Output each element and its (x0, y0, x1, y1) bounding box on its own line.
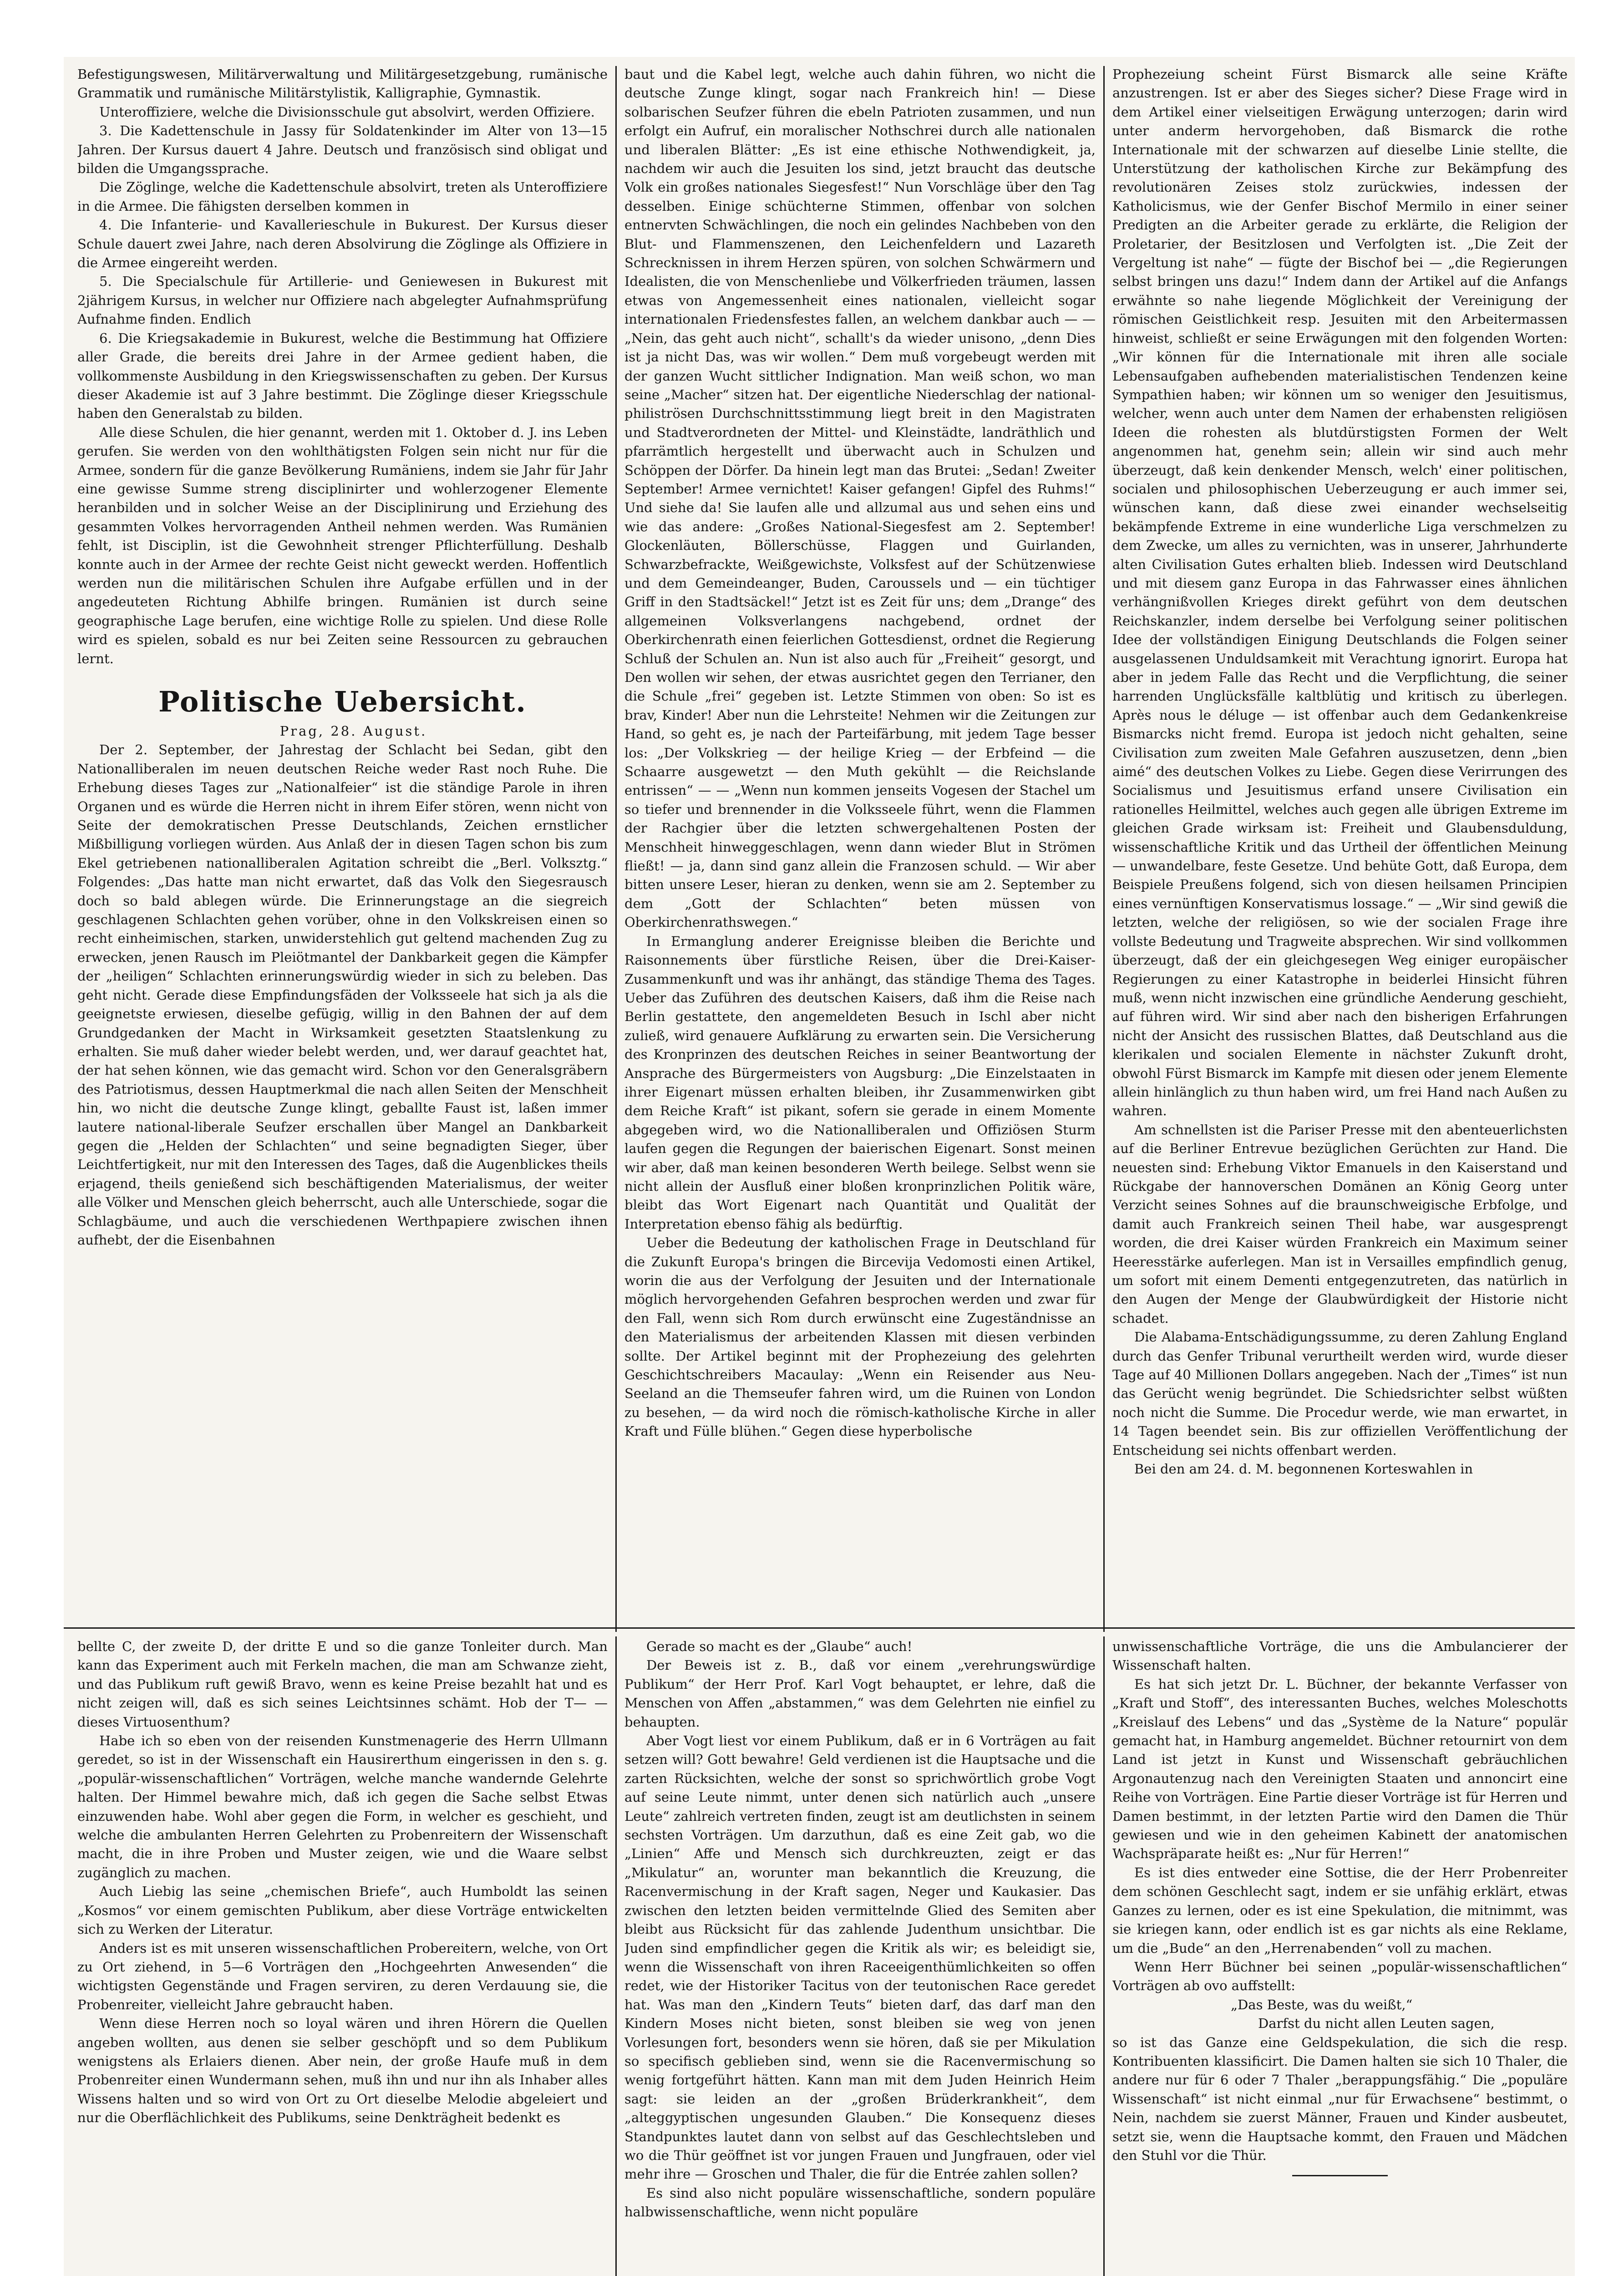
feuilleton-rule (64, 1627, 1575, 1629)
paragraph: Die Zöglinge, welche die Kadettenschule absolvirt, treten als Unteroffiziere in die Armee. Die fähigsten derselben kommen in (77, 179, 608, 214)
paragraph: unwissenschaftliche Vorträge, die uns die Ambulancierer der Wissenschaft halten. (1112, 1639, 1568, 1673)
paragraph: Alle diese Schulen, die hier genannt, werden mit 1. Oktober d. J. ins Leben gerufen. Sie werden von den wohlthätigsten Folgen sein nicht nur für die Armee, sondern für die ganze Bevölkerung Rumäniens, indem sie Jahr für Jahr eine gewisse Summe streng disciplinirter und wohlerzogener Elemente heranbilden und in solcher Weise an der Disciplinirung und Erziehung des gesammten Volkes hervorragenden Antheil nehmen werden. Was Rumänien fehlt, ist Disciplin, ist die Gewohnheit strenger Pflichterfüllung. Deshalb konnte auch in der Armee der rechte Geist nicht geweckt werden. Hoffentlich werden nun die militärischen Schulen ihre Aufgabe erfüllen und in der angedeuteten Richtung Abhilfe bringen. Rumänien ist durch seine geographische Lage berufen, eine wichtige Rolle zu spielen. Und diese Rolle wird es spielen, sobald es nur bei Zeiten seine Ressourcen zu gebrauchen lernt. (77, 424, 608, 666)
dateline: Prag, 28. August. (279, 723, 427, 739)
feuilleton-column-2 (624, 1637, 1096, 2276)
paragraph: Die Alabama-Entschädigungssumme, zu deren Zahlung England durch das Genfer Tribunal verurtheilt werden wird, wurde dieser Tage auf 40 Millionen Dollars angegeben. Nach der „Times“ ist nun das Gerücht wenig begründet. Die Schiedsrichter selbst wüßten noch nicht die Summe. Die Procedur werde, wie man erwartet, in 14 Tagen beendet sein. Bis zur offiziellen Veröffentlichung der Entscheidung sei nichts offenbart werden. (1112, 1329, 1568, 1458)
closing-rule (1292, 2175, 1388, 2176)
paragraph: Habe ich so eben von der reisenden Kunstmenagerie des Herrn Ullmann geredet, so ist in der Wissenschaft ein Hausirerthum eingerissen in den s. g. „populär-wissenschaftlichen“ Vorträgen, welche manche wandernde Gelehrte halten. Der Himmel bewahre mich, daß ich gegen die Sache selbst Etwas einzuwenden habe. Wohl aber gegen die Form, in welcher es geschieht, und welche die ambulanten Herren Gelehrten zu Probenreitern der Wissenschaft macht, die in ihre Proben und Muster zeigen, wie und die Waare selbst zugänglich zu machen. (77, 1733, 608, 1880)
paragraph: Gerade so macht es der „Glaube“ auch! (646, 1639, 913, 1654)
column-2 (624, 65, 1096, 1624)
verse-line: „Das Beste, was du weißt,“ (1231, 1997, 1413, 2012)
paragraph: Es ist dies entweder eine Sottise, die der Herr Probenreiter dem schönen Geschlecht sagt, indem er sie unfähig erklärt, etwas Ganzes zu lernen, oder es ist eine Spekulation, die mitnimmt, was sie kriegen kann, oder endlich ist es gar nichts als eine Reklame, um die „Bude“ an den „Herrenabenden“ voll zu machen. (1112, 1864, 1568, 1956)
paragraph: Prophezeiung scheint Fürst Bismarck alle seine Kräfte anzustrengen. Ist er aber des Sieges sicher? Diese Frage wird in dem Artikel einer vielseitigen Erwägung unterzogen; darin wird unter anderm hervorgehoben, daß Bismarck die rothe Internationale mit der schwarzen auf dieselbe Linie stellte, die Unterstützung der katholischen Kirche zur Bekämpfung des revolutionären Zeises stolz zurückwies, indessen der Katholicismus, wie der Genfer Bischof Mermilo in einer seiner Predigten an die Arbeiter gerade zu erklärte, die Religion der Proletarier, der Besitzlosen und Verfolgten ist. „Die Zeit der Vergeltung ist nahe“ — fügte der Bischof bei — „die Regierungen selbst bringen uns dazu!“ Indem dann der Artikel auf die Anfangs erwähnte so nahe liegende Möglichkeit der Vereinigung der römischen Geistlichkeit resp. Jesuiten mit den Arbeitermassen hinweist, schließt er seine Erwägungen mit den folgenden Worten: „Wir können für die Internationale mit ihren alle sociale Lebensaufgaben aufhebenden materialistischen Tendenzen keine Sympathien haben; wir können um so weniger den Jesuitismus, welcher, wenn auch unter dem Namen der erhabensten religiösen Ideen die rohesten als blutdürstigsten Formen der Welt angenommen hat, genehm sein; allein wir sind auch mehr überzeugt, daß kein denkender Mensch, welch' einer politischen, socialen und philosophischen Ueberzeugung er auch immer sei, wünschen kann, daß diese zwei einander wechselseitig bekämpfende Extreme in eine wunderliche Liga verschmelzen zu dem Zwecke, um alles zu vernichten, was in unserer, Jahrhunderte alten Civilisation Gutes erhalten blieb. Indessen wird Deutschland und mit diesem ganz Europa in das Fahrwasser eines ähnlichen verhängnißvollen Krieges direkt geführt von dem deutschen Reichskanzler, indem derselbe bei Verfolgung seiner politischen Idee der vollständigen Einigung Deutschlands die Folgen seiner ausgelassenen Unduldsamkeit mit Verachtung ignorirt. Europa hat aber in jedem Falle das Recht und die Verpflichtung, die seiner harrenden Unglücksfälle kaltblütig und kritisch zu überlegen. Après nous le déluge — ist offenbar auch dem Gedankenkreise Bismarcks nicht fremd. Europa ist jedoch nicht gehalten, seine Civilisation zum zweiten Male Gefahren auszusetzen, denn „bien aimé“ des deutschen Volkes zu Liebe. Gegen diese Verirrungen des Socialismus und Jesuitismus erfand unsere Civilisation ein rationelles Heilmittel, welches auch gegen alle übrigen Extreme im gleichen Grade wirksam ist: Freiheit und Glaubensduldung, wissenschaftliche Kritik und das Urtheil der öffentlichen Meinung — unwandelbare, feste Gesetze. Und behüte Gott, daß Europa, dem Beispiele Preußens folgend, sich von diesen heilsamen Principien eines vernünftigen Konservatismus lossage.“ — „Wir sind gewiß die letzten, welche der religiösen, so wie der socialen Frage ihre vollste Bedeutung und Tragweite absprechen. Wir sind vollkommen überzeugt, daß der ein gleichgesegen Weg einiger europäischer Regierungen zu einer Katastrophe in beiderlei Hinsicht führen muß, wenn nicht inzwischen eine gründliche Aenderung geschieht, auf führen wird. Wir sind aber nach den bisherigen Erfahrungen nicht der Ansicht des russischen Blattes, daß Deutschland aus die klerikalen und socialen Elemente in nächster Zukunft droht, obwohl Fürst Bismarck im Kampfe mit diesen oder jenem Elemente allein hinlänglich zu thun haben wird, um frei Hand nach Außen zu wahren. (1112, 66, 1568, 1119)
newspaper-page (64, 57, 1575, 2276)
paragraph: bellte C, der zweite D, der dritte E und so die ganze Tonleiter durch. Man kann das Experiment auch mit Ferkeln machen, die man am Schwanze zieht, und das Publikum ruft gewiß Bravo, wenn es keine Preise bezahlt hat und es nicht zeigen will, daß es sich seines Leichtsinnes schämt. Hob der T— — dieses Virtuosenthum? (77, 1639, 608, 1730)
paragraph: Anders ist es mit unseren wissenschaftlichen Probereitern, welche, von Ort zu Ort ziehend, in 5—6 Vorträgen den „Hochgeehrten Anwesenden“ die wichtigsten Gegenstände und Fragen serviren, zu deren Verdauung sie, die Probenreiter, vielleicht Jahre gebraucht haben. (77, 1940, 608, 2012)
paragraph: In Ermanglung anderer Ereignisse bleiben die Berichte und Raisonnements über fürstliche Reisen, über die Drei-Kaiser-Zusammenkunft und was ihr anhängt, das ständige Thema des Tages. Ueber das Zuführen des deutschen Kaisers, daß ihm die Reise nach Berlin gestattete, den angemeldeten Besuch in Ischl aber nicht zuließ, wird genauere Aufklärung zu erwarten sein. Die Versicherung des Kronprinzen des deutschen Reiches in seiner Beantwortung der Ansprache des Bürgermeisters von Augsburg: „Die Einzelstaaten in ihrer Eigenart müssen erhalten bleiben, ihr Zusammenwirken gibt dem Reiche Kraft“ ist pikant, sofern sie gerade in einem Momente abgegeben wird, wo die Nationalliberalen und Offiziösen Sturm laufen gegen die Regungen der baierischen Eigenart. Sonst meinen wir aber, daß man keinen besonderen Werth beilege. Selbst wenn sie nicht allein der Ausfluß einer bloßen kronprinzlichen Politik wäre, bleibt das Wort Eigenart nach Quantität und Qualität der Interpretation ebenso fähig als bedürftig. (624, 933, 1096, 1232)
column-1 (77, 65, 608, 1624)
paragraph: Der 2. September, der Jahrestag der Schlacht bei Sedan, gibt den Nationalliberalen im neuen deutschen Reiche weder Rast noch Ruhe. Die Erhebung dieses Tages zur „Nationalfeier“ ist die ständige Parole in ihren Organen und es würde die Herren nicht in ihrem Eifer stören, wenn nicht von Seite der demokratischen Presse Deutschlands, Zeichen ernstlicher Mißbilligung vorliegen würden. Aus Anlaß der in diesen Tagen schon bis zum Ekel getriebenen nationalliberalen Agitation schreibt die „Berl. Volksztg.“ Folgendes: „Das hatte man nicht erwartet, daß das Volk den Siegesrausch doch so bald ablegen würde. Die Erinnerungstage an die siegreich geschlagenen Schlachten gehen vorüber, ohne in den Volkskreisen einen so recht einheimischen, starken, unwiderstehlich gut geltend machenden Zug zu erwecken, jenen Rausch im Pleiötmantel der Dankbarkeit gegen die Kämpfer der „heiligen“ Schlachten erinnerungswürdig wieder in sich zu beleben. Das geht nicht. Gerade diese Empfindungsfäden der Volksseele hat sich ja als die geeignetste erwiesen, dieselbe gefügig, willig in den Bahnen der auf dem Grundgedanken der Macht in Wirksamkeit gesetzten Staatslenkung zu erhalten. Sie muß daher wieder belebt werden, und, wer darauf geachtet hat, der hat sehen können, wie das gemacht wird. Schon vor den Generalsgräbern des Patriotismus, dessen Hauptmerkmal die nach allen Seiten der Menschheit hin, wo nicht die deutsche Zunge klingt, geballte Faust ist, laßen immer lautere national-liberale Seufzer erschallen über Mangel an Dankbarkeit gegen die „Helden der Schlachten“ und seine begnadigten Sieger, über Leichtfertigkeit, nur mit den Interessen des Tages, daß die Augenblickes theils erjagend, theils genießend sich beschäftigenden Materialismus, der weiter alle Völker und Menschen gleich beherrscht, auch alle Unterschiede, sogar die Schlagbäume, und auch die verschiedenen Werthpapiere zwischen ihnen aufhebt, der die Eisenbahnen (77, 742, 608, 1248)
paragraph: Wenn Herr Büchner bei seinen „populär-wissenschaftlichen“ Vorträgen ab ovo auffstellt: (1112, 1959, 1568, 1994)
section-headline: Politische Uebersicht. (158, 685, 527, 718)
paragraph: Wenn diese Herren noch so loyal wären und ihren Hörern die Quellen angeben wollten, aus denen sie selber geschöpft und so dem Publikum wenigstens als Erlaiers dienen. Aber nein, der große Haufe muß in dem Probenreiter einen Wundermann sehen, muß ihn und nur ihn als Inhaber alles Wissens halten und so wird von Ort zu Ort dieselbe Melodie abgeleiert und nur die Oberflächlichkeit des Publikums, seine Denkträgheit bedenkt es (77, 2016, 608, 2126)
scan-margin (0, 0, 64, 2276)
paragraph: so ist das Ganze eine Geldspekulation, die sich die resp. Kontribuenten klassificirt. Die Damen halten sie sich 10 Thaler, die andere nur für 6 oder 7 Thaler „berappungsfähig.“ Die „populäre Wissenschaft“ ist nicht einmal „nur für Erwachsene“ bestimmt, o Nein, nachdem sie zuerst Männer, Frauen und Kinder ausbeutet, setzt sie, wenn die Hauptsache kommt, den Frauen und Mädchen den Stuhl vor die Thür. (1112, 2034, 1568, 2163)
feuilleton-column-3 (1112, 1637, 1568, 2276)
paragraph: Aber Vogt liest vor einem Publikum, daß er in 6 Vorträgen au fait setzen will? Gott bewahre! Geld verdienen ist die Hauptsache und die zarten Rücksichten, welche der sonst so sprichwörtlich grobe Vogt auf seine Leute nimmt, unter denen sich natürlich auch „unsere Leute“ zahlreich vertreten finden, zeugt ist am deutlichsten in seinem sechsten Vorträgen. Um darzuthun, daß es eine Zeit gab, wo die „Linien“ Affe und Mensch sich durchkreuzten, zeigt er das „Mikulatur“ an, worunter man bekanntlich die Kreuzung, die Racenvermischung in der Kraft sagen, Neger und Kaukasier. Das zwischen den letzten beiden vermittelnde Glied des Semiten aber bleibt aus Rücksicht für das zahlende Judenthum unsichtbar. Die Juden sind empfindlicher gegen die Kritik als wir; es beleidigt sie, wenn die Wissenschaft von ihren Raceeigenthümlichkeiten so offen redet, wie der Historiker Tacitus von der teutonischen Race geredet hat. Was man den „Kindern Teuts“ bieten darf, das darf man den Kindern Moses nicht bieten, sonst bleiben sie weg von jenen Vorlesungen fort, besonders wenn sie hören, daß sie per Mikulation so specifisch geblieben sind, wenn sie die Racenvermischung so wenig fortgeführt hätten. Kann man mit dem Juden Heinrich Heim sagt: sie leiden an der „großen Brüderkrankheit“, dem „alteggyptischen ungesunden Glauben.“ Die Konsequenz dieses Standpunktes lautet dann von selbst auf das Geschlechtsleben und wo die Thür geöffnet ist vor jungen Frauen und Jungfrauen, oder viel mehr ihre — Groschen und Thaler, die für die Entrée zahlen sollen? (624, 1733, 1096, 2182)
paragraph: 5. Die Specialschule für Artillerie- und Geniewesen in Bukurest mit 2jährigem Kursus, in welcher nur Offiziere nach abgelegter Aufnahmsprüfung Aufnahme finden. Endlich (77, 274, 608, 327)
feuilleton-column-1 (77, 1637, 608, 2276)
paragraph: 3. Die Kadettenschule in Jassy für Soldatenkinder im Alter von 13—15 Jahren. Der Kursus dauert 4 Jahre. Deutsch und französisch sind obligat und bilden die Umgangssprache. (77, 123, 608, 177)
paragraph: Am schnellsten ist die Pariser Presse mit den abenteuerlichsten auf die Berliner Entrevue bezüglichen Gerüchten zur Hand. Die neuesten sind: Erhebung Viktor Emanuels in den Kaiserstand und Rückgabe der hannoverschen Domänen an König Georg unter Verzicht seines Sohnes auf die braunschweigische Erbfolge, und damit auch Frankreich seinen Theil habe, war ausgesprengt worden, die drei Kaiser würden Frankreich ein Maximum seiner Heeresstärke auferlegen. Man ist in Versailles empfindlich genug, um sofort mit einem Dementi entgegenzutreten, das natürlich in den Augen der Menge der Glaubwürdigkeit der Historie nicht schadet. (1112, 1122, 1568, 1326)
paragraph: Es hat sich jetzt Dr. L. Büchner, der bekannte Verfasser von „Kraft und Stoff“, des interessanten Buches, welches Moleschotts „Kreislauf des Lebens“ und das „Système de la Nature“ populär gemacht hat, in Hamburg angemeldet. Büchner retournirt von dem Land ist jetzt in Kunst und Wissenschaft gebräuchlichen Argonautenzug nach den Vereinigten Staaten und annoncirt eine Reihe von Vorträgen. Eine Partie dieser Vorträge ist für Herren und Damen bestimmt, in der letzten Partie wird den Damen die Thür gewiesen und wie in den geheimen Kabinett der anatomischen Wachspräparate heißt es: „Nur für Herren!“ (1112, 1676, 1568, 1862)
paragraph: Der Beweis ist z. B., daß vor einem „verehrungswürdige Publikum“ der Herr Prof. Karl Vogt behauptet, er lehre, daß die Menschen von Affen „abstammen,“ was dem Gelehrten nie einfiel zu behaupten. (624, 1657, 1096, 1730)
paragraph: Es sind also nicht populäre wissenschaftliche, sondern populäre halbwissenschaftliche, wenn nicht populäre (624, 2185, 1096, 2220)
verse-line: Darfst du nicht allen Leuten sagen, (1258, 2016, 1495, 2032)
column-rule-4 (1103, 1636, 1105, 2276)
paragraph: 4. Die Infanterie- und Kavallerieschule in Bukurest. Der Kursus dieser Schule dauert zwei Jahre, nach deren Absolvirung die Zöglinge als Offiziere in die Armee eingereiht werden. (77, 217, 608, 271)
column-3 (1112, 65, 1568, 1624)
paragraph: 6. Die Kriegsakademie in Bukurest, welche die Bestimmung hat Offiziere aller Grade, die bereits drei Jahre in der Armee gedient haben, die vollkommenste Ausbildung in den Kriegswissenschaften zu geben. Der Kursus dieser Akademie ist auf 3 Jahre bestimmt. Die Zöglinge dieser Kriegsschule haben den Generalstab zu bilden. (77, 330, 608, 422)
paragraph: Bei den am 24. d. M. begonnenen Korteswahlen in (1134, 1461, 1473, 1477)
column-rule-3 (615, 1636, 617, 2276)
paragraph: Befestigungswesen, Militärverwaltung und Militärgesetzgebung, rumänische Grammatik und rumänische Militärstylistik, Kalligraphie, Gymnastik. (77, 66, 608, 101)
column-rule-2 (1103, 66, 1105, 1632)
paragraph: baut und die Kabel legt, welche auch dahin führen, wo nicht die deutsche Zunge klingt, sogar nach Frankreich hin! — Diese solbarischen Seufzer führen die ebeln Patrioten zusammen, und nun erfolgt ein Aufruf, ein moralischer Nothschrei durch alle nationalen und liberalen Blätter: „Es ist eine ethische Nothwendigkeit, ja, nachdem wir auch die Jesuiten los sind, jetzt braucht das deutsche Volk ein großes nationales Siegesfest!“ Nun Vorschläge über den Tag desselben. Einige schüchterne Stimmen, offenbar von solchen entnervten Schwächlingen, die noch ein gelindes Nachbeben von den Blut- und Flammenszenen, den Leichenfeldern und Lazareth Schrecknissen in ihrem Herzen spüren, von solchen Schwärmern und Idealisten, die von Menschenliebe und Völkerfrieden träumen, lassen etwas von Angemessenheit eines nationalen, vielleicht sogar internationalen Friedensfestes fallen, an welchem dankbar auch — — „Nein, das geht auch nicht“, schallt's da wieder unisono, „denn Dies ist ja nicht Das, was wir wollen.“ Dem muß vorgebeugt werden mit der ganzen Wucht sittlicher Indignation. Man weiß schon, wo man seine „Macher“ sitzen hat. Der eigentliche Niederschlag der national-philiströsen Durchschnittsstimmung liegt breit in den Magistraten und Stadtverordneten der Mittel- und Kleinstädte, landräthlich und pfarrämtlich hergestellt und überwacht auch in Schulzen und Schöppen der Dörfer. Da hinein legt man das Brutei: „Sedan! Zweiter September! Armee vernichtet! Kaiser gefangen! Gipfel des Ruhms!“ Und siehe da! Sie laufen alle und allzumal aus und sehen eins und wie das andere: „Großes National-Siegesfest am 2. September! Glockenläuten, Böllerschüsse, Flaggen und Guirlanden, Schwarzbefrackte, Weißgewichste, Volksfest auf der Schützenwiese und dem Gemeindeanger, Buden, Caroussels und — ein tüchtiger Griff in den Stadtsäckel!“ Jetzt ist es Zeit für uns; dem „Drange“ des allgemeinen Volksverlangens nachgebend, ordnet der Oberkirchenrath einen feierlichen Gottesdienst, ordnet die Regierung Schluß der Schulen an. Nun ist also auch für „Freiheit“ gesorgt, und Den wollen wir sehen, der etwas ausrichtet gegen den Terrianer, den die Schule „frei“ gegeben ist. Letzte Stimmen von oben: So ist es brav, Kinder! Aber nun die Lehrsteite! Nehmen wir die Zeitungen zur Hand, so geht es, je nach der Parteifärbung, mit jedem Tage besser los: „Der Volkskrieg — der heilige Krieg — der Erbfeind — die Schaarre ausgewetzt — den Muth gekühlt — die Reichslande entrissen“ — — „Wenn nun kommen jenseits Vogesen der Stachel um so tiefer und brennender in die Volksseele führt, wenn die Flammen der Rachgier über die letzten schwergehaltenen Posten der Menschheit hinweggeschlagen, wenn dann wieder Blut in Strömen fließt! — ja, dann sind ganz allein die Franzosen schuld. — Wir aber bitten unsere Leser, hieran zu denken, wenn sie am 2. September zu dem „Gott der Schlachten“ beten müssen von Oberkirchenrathswegen.“ (624, 66, 1096, 930)
column-rule-1 (615, 66, 617, 1632)
paragraph: Unteroffiziere, welche die Divisionsschule gut absolvirt, werden Offiziere. (99, 104, 595, 120)
paragraph: Auch Liebig las seine „chemischen Briefe“, auch Humboldt las seinen „Kosmos“ vor einem gemischten Publikum, aber diese Vorträge entwickelten sich zu Werken der Literatur. (77, 1884, 608, 1937)
paragraph: Ueber die Bedeutung der katholischen Frage in Deutschland für die Zukunft Europa's bringen die Bircevija Vedomosti einen Artikel, worin die aus der Verfolgung der Jesuiten und der Internationale möglich hervorgehenden Gefahren besprochen werden und zwar für den Fall, wenn sich Rom durch erwünscht eine Zugeständnisse an den Materialismus der arbeitenden Klassen mit diesen verbinden sollte. Der Artikel beginnt mit der Prophezeiung des gelehrten Geschichtschreibers Macaulay: „Wenn ein Reisender aus Neu-Seeland an die Themseufer fahren wird, um die Ruinen von London zu besehen, — da wird noch die römisch-katholische Kirche in aller Kraft und Fülle blühen.“ Gegen diese hyperbolische (624, 1235, 1096, 1439)
